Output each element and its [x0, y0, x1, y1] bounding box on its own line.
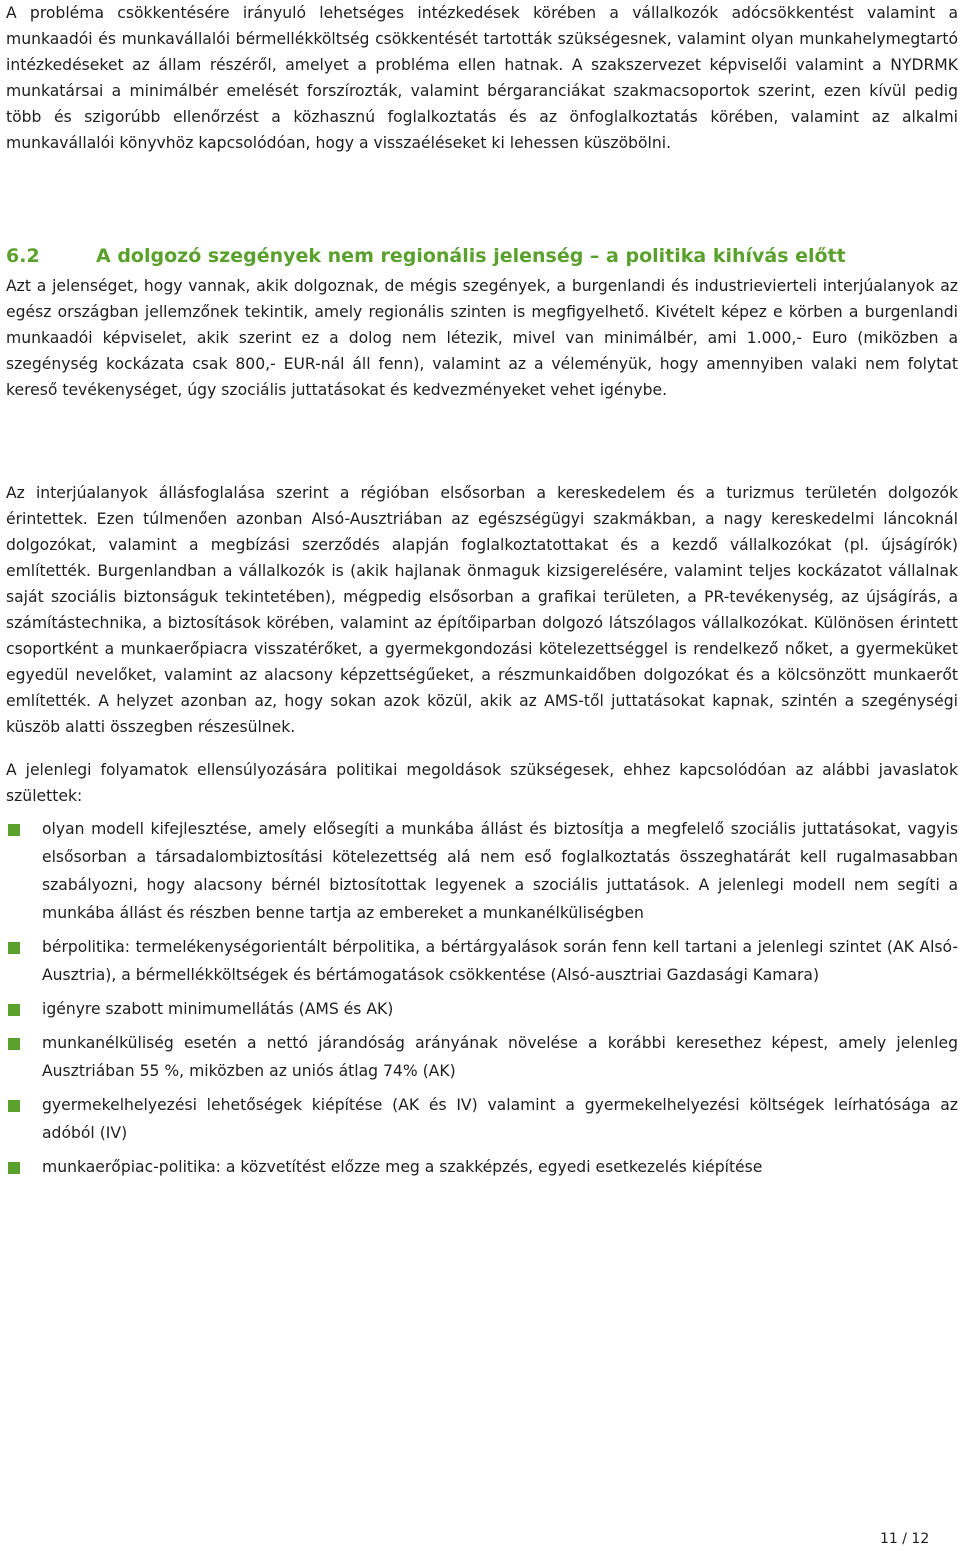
list-item-text: olyan modell kifejlesztése, amely elősegíti a munkába állást és biztosítja a megfelelő szociális juttatásokat, vagyis elsősorban a társadalombiztosítási kötelezettség alá nem eső foglalkoztatás összeghatárát kell rugalmasabban szabályozni, hogy alacsony bérnél biztosítottak legyenek a szociális juttatások. A jelenlegi modell nem segíti a munkába állást és részben benne tartja az embereket a munkanélküliségben [42, 820, 958, 922]
list-item-text: munkanélküliség esetén a nettó járandóság arányának növelése a korábbi keresethez képest, amely jelenleg Ausztriában 55 %, miközben az uniós átlag 74% (AK) [42, 1034, 958, 1080]
page-number: 11 / 12 [880, 1531, 930, 1547]
bullet-square-icon [8, 1038, 20, 1050]
paragraph-working-poor: Azt a jelenséget, hogy vannak, akik dolgoznak, de mégis szegények, a burgenlandi és industrieviertelі interjúalanyok az egész országban jellemzőnek tekintik, amely regionális szinten is megfigyelhető. Kivételt képez e körben a burgenlandi munkaadói képviselet, akik szerint ez a dolog nem létezik, mivel van minimálbér, ami 1.000,- Euro (miközben a szegénység kockázata csak 800,- EUR-nál áll fenn), valamint az a véleményük, hogy amennyiben valaki nem folytat kereső tevékenységet, úgy szociális juttatásokat és kedvezményeket vehet igénybe. [6, 277, 958, 399]
bullet-square-icon [8, 942, 20, 954]
bullet-square-icon [8, 1162, 20, 1174]
bullet-square-icon [8, 1100, 20, 1112]
list-item [6, 1029, 958, 1085]
list-item [6, 1153, 958, 1181]
section-title: A dolgozó szegények nem regionális jelenség – a politika kihívás előtt [96, 245, 846, 267]
paragraph-proposals-intro: A jelenlegi folyamatok ellensúlyozására politikai megoldások szükségesek, ehhez kapcsolódóan az alábbi javaslatok születtek: [6, 761, 958, 805]
bullet-square-icon [8, 1004, 20, 1016]
list-item [6, 815, 958, 927]
list-item-text: gyermekelhelyezési lehetőségek kiépítése (AK és IV) valamint a gyermekelhelyezési költségek leírhatósága az adóból (IV) [42, 1096, 958, 1142]
list-item [6, 995, 958, 1023]
section-number: 6.2 [6, 245, 40, 267]
list-item-text: igényre szabott minimumellátás (AMS és AK) [42, 1000, 394, 1018]
list-item-text: munkaerőpiac-politika: a közvetítést előzze meg a szakképzés, egyedi esetkezelés kiépítése [42, 1158, 763, 1176]
list-item [6, 933, 958, 989]
proposal-list [6, 815, 958, 1187]
paragraph-intro: A probléma csökkentésére irányuló lehetséges intézkedések körében a vállalkozók adócsökkentést valamint a munkaadói és munkavállalói bérmellékköltség csökkentését tartották szükségesnek, valamint olyan munkahelymegtartó intézkedéseket az állam részéről, amelyet a probléma ellen hatnak. A szakszervezet képviselői valamint a NYDRMK munkatársai a minimálbér emelését forszírozták, valamint bérgaranciákat szakmacsoportok szerint, ezen kívül pedig több és szigorúbb ellenőrzést a közhasznú foglalkoztatás és az önfoglalkoztatás körében, valamint az alkalmi munkavállalói könyvhöz kapcsolódóan, hogy a visszaéléseket ki lehessen küszöbölni. [6, 4, 958, 152]
list-item-text: bérpolitika: termelékenységorientált bérpolitika, a bértárgyalások során fenn kell tartani a jelenlegi szintet (AK Alsó-Ausztria), a bérmellékköltségek és bértámogatások csökkentése (Alsó-ausztriai Gazdasági Kamara) [42, 938, 958, 984]
paragraph-affected-groups: Az interjúalanyok állásfoglalása szerint a régióban elsősorban a kereskedelem és a turizmus területén dolgozók érintettek. Ezen túlmenően azonban Alsó-Ausztriában az egészségügyi szakmákban, a nagy kereskedelmi láncoknál dolgozókat, valamint a megbízási szerződés alapján foglalkoztatottakat és a kezdő vállalkozókat (pl. újságírók) említették. Burgenlandban a vállalkozók is (akik hajlanak önmaguk kizsigerelésére, valamint teljes kockázatot vállalnak saját szociális biztonságuk tekintetében), mégpedig elsősorban a grafikai területen, a PR-tevékenység, az újságírás, a számítástechnika, a biztosítások körében, valamint az építőiparban dolgozó látszólagos vállalkozókat. Különösen érintett csoportként a munkaerőpiacra visszatérőket, a gyermekgondozási kötelezettséggel is rendelkező nőket, a gyermeküket egyedül nevelőket, valamint az alacsony képzettségűeket, a részmunkaidőben dolgozókat és a kölcsönzött munkaerőt említették. A helyzet azonban az, hogy sokan azok közül, akik az AMS-től juttatásokat kapnak, szintén a szegénységi küszöb alatti összegben részesülnek. [6, 484, 958, 736]
section-heading [6, 243, 958, 269]
list-item [6, 1091, 958, 1147]
bullet-square-icon [8, 824, 20, 836]
